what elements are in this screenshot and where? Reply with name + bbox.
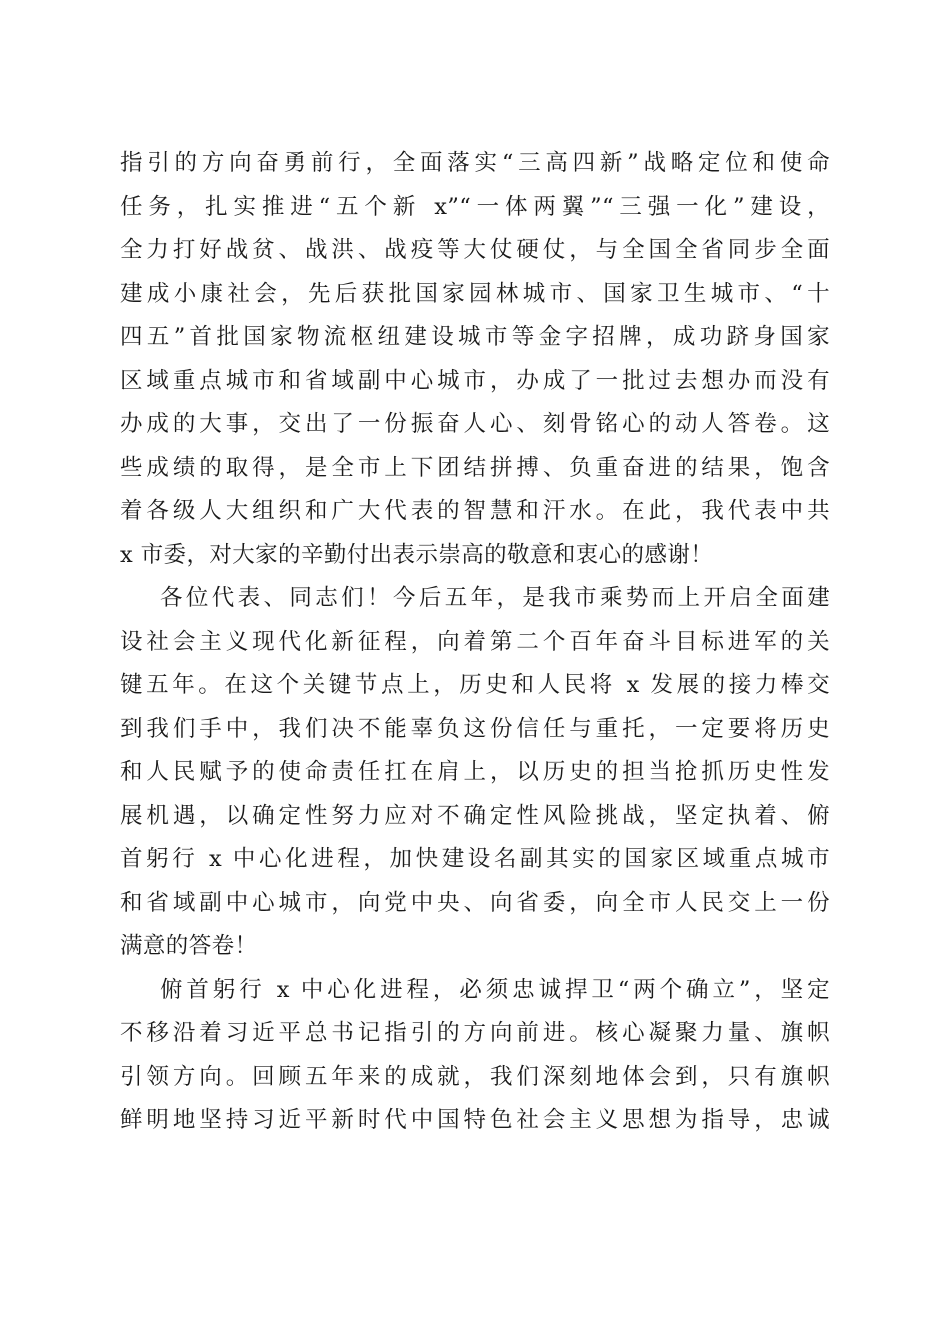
paragraph-1-line-5: 四五”首批国家物流枢纽建设城市等金字招牌，成功跻身国家: [120, 324, 830, 350]
paragraph-2-line-7: 首躬行 x 中心化进程，加快建设名副其实的国家区域重点城市: [120, 846, 830, 872]
paragraph-1-line-6: 区域重点城市和省域副中心城市，办成了一批过去想办而没有: [120, 367, 830, 394]
paragraph-2-line-3: 键五年。在这个关键节点上，历史和人民将 x 发展的接力棒交: [120, 672, 830, 698]
paragraph-2-line-4: 到我们手中，我们决不能辜负这份信任与重托，一定要将历史: [120, 715, 830, 742]
paragraph-1-line-8: 些成绩的取得，是全市上下团结拼搏、负重奋进的结果，饱含: [120, 454, 830, 481]
paragraph-2-line-8: 和省域副中心城市，向党中央、向省委，向全市人民交上一份: [120, 889, 830, 916]
paragraph-1-line-3: 全力打好战贫、战洪、战疫等大仗硬仗，与全国全省同步全面: [120, 237, 830, 263]
paragraph-3-line-1: 俯首躬行 x 中心化进程，必须忠诚捍卫“两个确立”，坚定: [160, 976, 830, 1003]
paragraph-3-line-3: 引领方向。回顾五年来的成就，我们深刻地体会到，只有旗帜: [120, 1063, 830, 1090]
paragraph-1-line-10: x 市委，对大家的辛勤付出表示崇高的敬意和衷心的感谢！: [120, 541, 714, 568]
paragraph-1-line-2: 任务，扎实推进“五个新 x”“一体两翼”“三强一化”建设，: [120, 193, 830, 220]
paragraph-1-line-1: 指引的方向奋勇前行，全面落实“三高四新”战略定位和使命: [120, 150, 830, 176]
paragraph-3-line-4: 鲜明地坚持习近平新时代中国特色社会主义思想为指导，忠诚: [120, 1107, 830, 1133]
paragraph-2-line-6: 展机遇，以确定性努力应对不确定性风险挑战，坚定执着、俯: [120, 802, 830, 829]
paragraph-2-line-1: 各位代表、同志们！今后五年，是我市乘势而上开启全面建: [160, 585, 830, 611]
paragraph-1-line-4: 建成小康社会，先后获批国家园林城市、国家卫生城市、“十: [120, 280, 830, 307]
paragraph-2-line-5: 和人民赋予的使命责任扛在肩上，以历史的担当抢抓历史性发: [120, 759, 830, 785]
paragraph-2-line-2: 设社会主义现代化新征程，向着第二个百年奋斗目标进军的关: [120, 628, 830, 655]
paragraph-2-line-9: 满意的答卷！: [120, 933, 258, 959]
paragraph-1-line-7: 办成的大事，交出了一份振奋人心、刻骨铭心的动人答卷。这: [120, 411, 830, 437]
paragraph-3-line-2: 不移沿着习近平总书记指引的方向前进。核心凝聚力量、旗帜: [120, 1020, 830, 1046]
document-body: [120, 142, 830, 1143]
paragraph-1-line-9: 着各级人大组织和广大代表的智慧和汗水。在此，我代表中共: [120, 498, 830, 524]
